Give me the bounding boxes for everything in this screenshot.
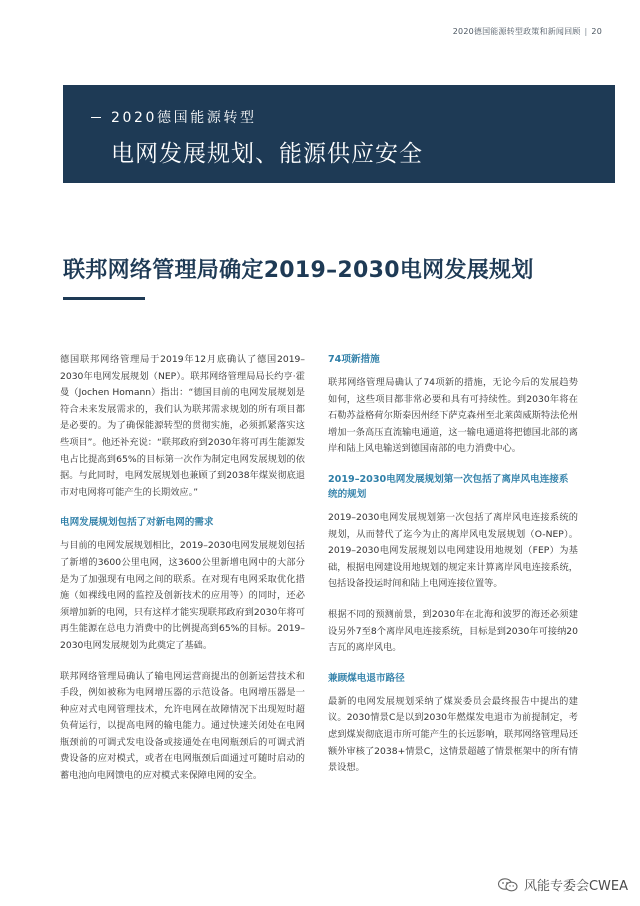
subheading: 74项新措施 <box>328 354 380 365</box>
wechat-icon <box>498 878 518 892</box>
running-header-title: 2020德国能源转型政策和新闻回顾 <box>452 27 581 36</box>
body-paragraph: 2019–2030电网发展规划第一次包括了离岸风电连接系统的规划，从而替代了迄今为止的离岸风电发展规划（O-NEP）。2019–2030电网发展规划以电网建设用地规划（FEP）为基础，根据电网建设用地规划的规定来计算离岸风电连接系统，包括设备投运时间和陆上电网连接位置等。 <box>328 511 578 590</box>
body-paragraph: 联邦网络管理局确认了输电网运营商提出的创新运营技术和手段，例如被称为电网增压器的示范设备。电网增压器是一种应对式电网管理技术，允许电网在故障情况下出现短时超负荷运行，以提高电网的输电能力。通过快速关闭处在电网瓶颈前的可调式发电设备或接通处在电网瓶颈后的可调式消费设备的应对模式，或者在电网瓶颈后面通过可随时启动的蓄电池向电网馈电的应对模式来保障电网的安全。 <box>60 670 305 782</box>
right-column <box>328 352 578 791</box>
watermark <box>498 875 628 894</box>
banner-title: 电网发展规划、能源供应安全 <box>111 141 423 167</box>
subheading: 2019–2030电网发展规划第一次包括了离岸风电连接系统的规划 <box>328 473 569 500</box>
left-column <box>60 352 305 799</box>
page-number: 20 <box>591 27 602 36</box>
article-headline: 联邦网络管理局确定2019–2030电网发展规划 <box>63 258 534 283</box>
banner-kicker: 2020德国能源转型 <box>111 110 257 126</box>
running-header-separator: | <box>584 27 588 36</box>
body-paragraph: 根据不同的预测前景，到2030年在北海和波罗的海还必须建设另外7至8个离岸风电连接系统，目标是到2030年可接纳20吉瓦的离岸风电。 <box>328 608 578 654</box>
body-paragraph: 德国联邦网络管理局于2019年12月底确认了德国2019–2030年电网发展规划（NEP）。联邦网络管理局局长约亨·霍曼（Jochen Homann）指出：“德国目前的电网发展规划是符合未来发展需求的，我们认为联邦需求规划的所有项目都是必要的。为了确保能源转型的贯彻实施，必须抓紧落实这些项目”。他还补充说：“联邦政府到2030年将可再生能源发电占比提高到65%的目标第一次作为制定电网发展规划的依据。与此同时，电网发展规划也兼顾了到2038年煤炭彻底退市对电网将可能产生的长期效应。” <box>60 354 305 498</box>
section-banner <box>63 85 615 183</box>
body-paragraph: 联邦网络管理局确认了74项新的措施，无论今后的发展趋势如何，这些项目都非常必要和具有可持续性。到2030年将在石勒苏益格荷尔斯泰因州经下萨克森州至北莱茵威斯特法伦州增加一条高压直流输电通道，这一输电通道将把德国北部的离岸和陆上风电输送到德国南部的电力消费中心。 <box>328 377 578 455</box>
banner-kicker-rule <box>91 117 101 118</box>
body-paragraph: 最新的电网发展规划采纳了煤炭委员会最终报告中提出的建议。2030情景C是以到2030年燃煤发电退市为前提制定，考虑到煤炭彻底退市所可能产生的长远影响，联邦网络管理局还额外审核了2038+情景C，这情景超越了情景框架中的所有情景设想。 <box>328 695 578 774</box>
headline-underline <box>63 297 145 300</box>
subheading: 兼顾煤电退市路径 <box>328 672 405 684</box>
subheading: 电网发展规划包括了对新电网的需求 <box>60 517 214 529</box>
watermark-text: 风能专委会CWEA <box>523 879 628 894</box>
body-paragraph: 与目前的电网发展规划相比，2019–2030电网发展规划包括了新增的3600公里电网，这3600公里新增电网中的大部分是为了加强现有电网之间的联系。在对现有电网采取优化措施（如裸线电网的监控及创新技术的应用等）的同时，还必须增加新的电网，只有这样才能实现联邦政府到2030年将可再生能源在总电力消费中的比例提高到65%的目标。2019–2030电网发展规划为此奠定了基础。 <box>60 540 305 651</box>
running-header <box>453 26 602 37</box>
